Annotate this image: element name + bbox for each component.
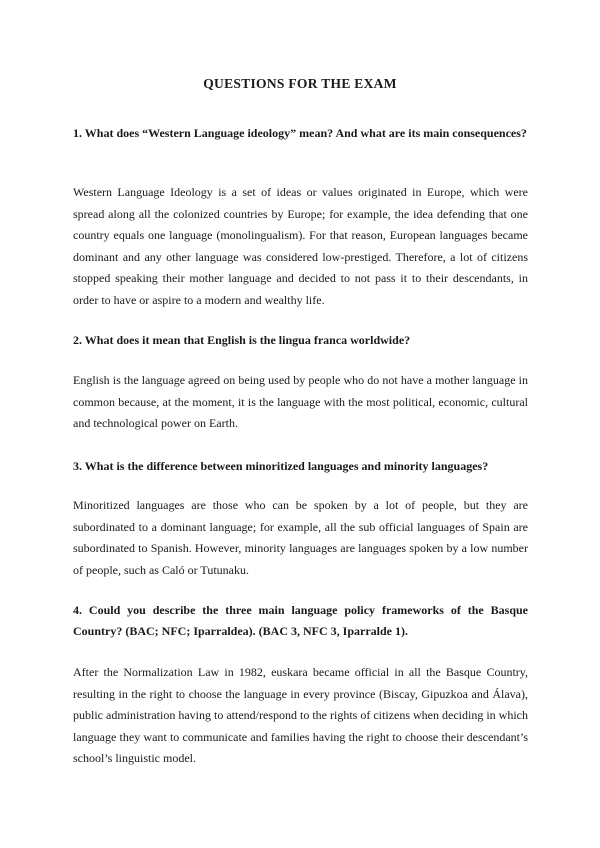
document-title: QUESTIONS FOR THE EXAM	[203, 76, 397, 91]
question-4: 4. Could you describe the three main language policy frameworks of the Basque Country? (BAC; NFC; Iparraldea). (BAC 3, NFC 3, Iparralde 1).	[73, 603, 528, 638]
answer-1: Western Language Ideology is a set of ideas or values originated in Europe, which were spread along all the colonized countries by Europe; for example, the idea defending that one country equals one language (monolingualism). For that reason, European languages became dominant and any other language was considered low-prestiged. Therefore, a lot of citizens stopped speaking their mother language and decided to not pass it to their descendants, in order to have or aspire to a modern and wealthy life.	[73, 185, 528, 307]
answer-3: Minoritized languages are those who can be spoken by a lot of people, but they are subordinated to a dominant language; for example, all the sub official languages of Spain are subordinated to Spanish. However, minority languages are languages spoken by a low number of people, such as Caló or Tutunaku.	[73, 498, 528, 577]
question-3: 3. What is the difference between minoritized languages and minority languages?	[73, 459, 489, 473]
answer-4: After the Normalization Law in 1982, euskara became official in all the Basque Country, resulting in the right to choose the language in every province (Biscay, Gipuzkoa and Álava), public administration having to attend/respond to the rights of citizens when deciding in which language they want to communicate and families having the right to choose their descendant’s school’s linguistic model.	[73, 665, 528, 766]
question-1: 1. What does “Western Language ideology” mean? And what are its main consequences?	[73, 126, 527, 140]
answer-2: English is the language agreed on being used by people who do not have a mother language in common because, at the moment, it is the language with the most political, economic, cultural and technological power on Earth.	[73, 373, 528, 431]
question-2: 2. What does it mean that English is the lingua franca worldwide?	[73, 333, 411, 347]
